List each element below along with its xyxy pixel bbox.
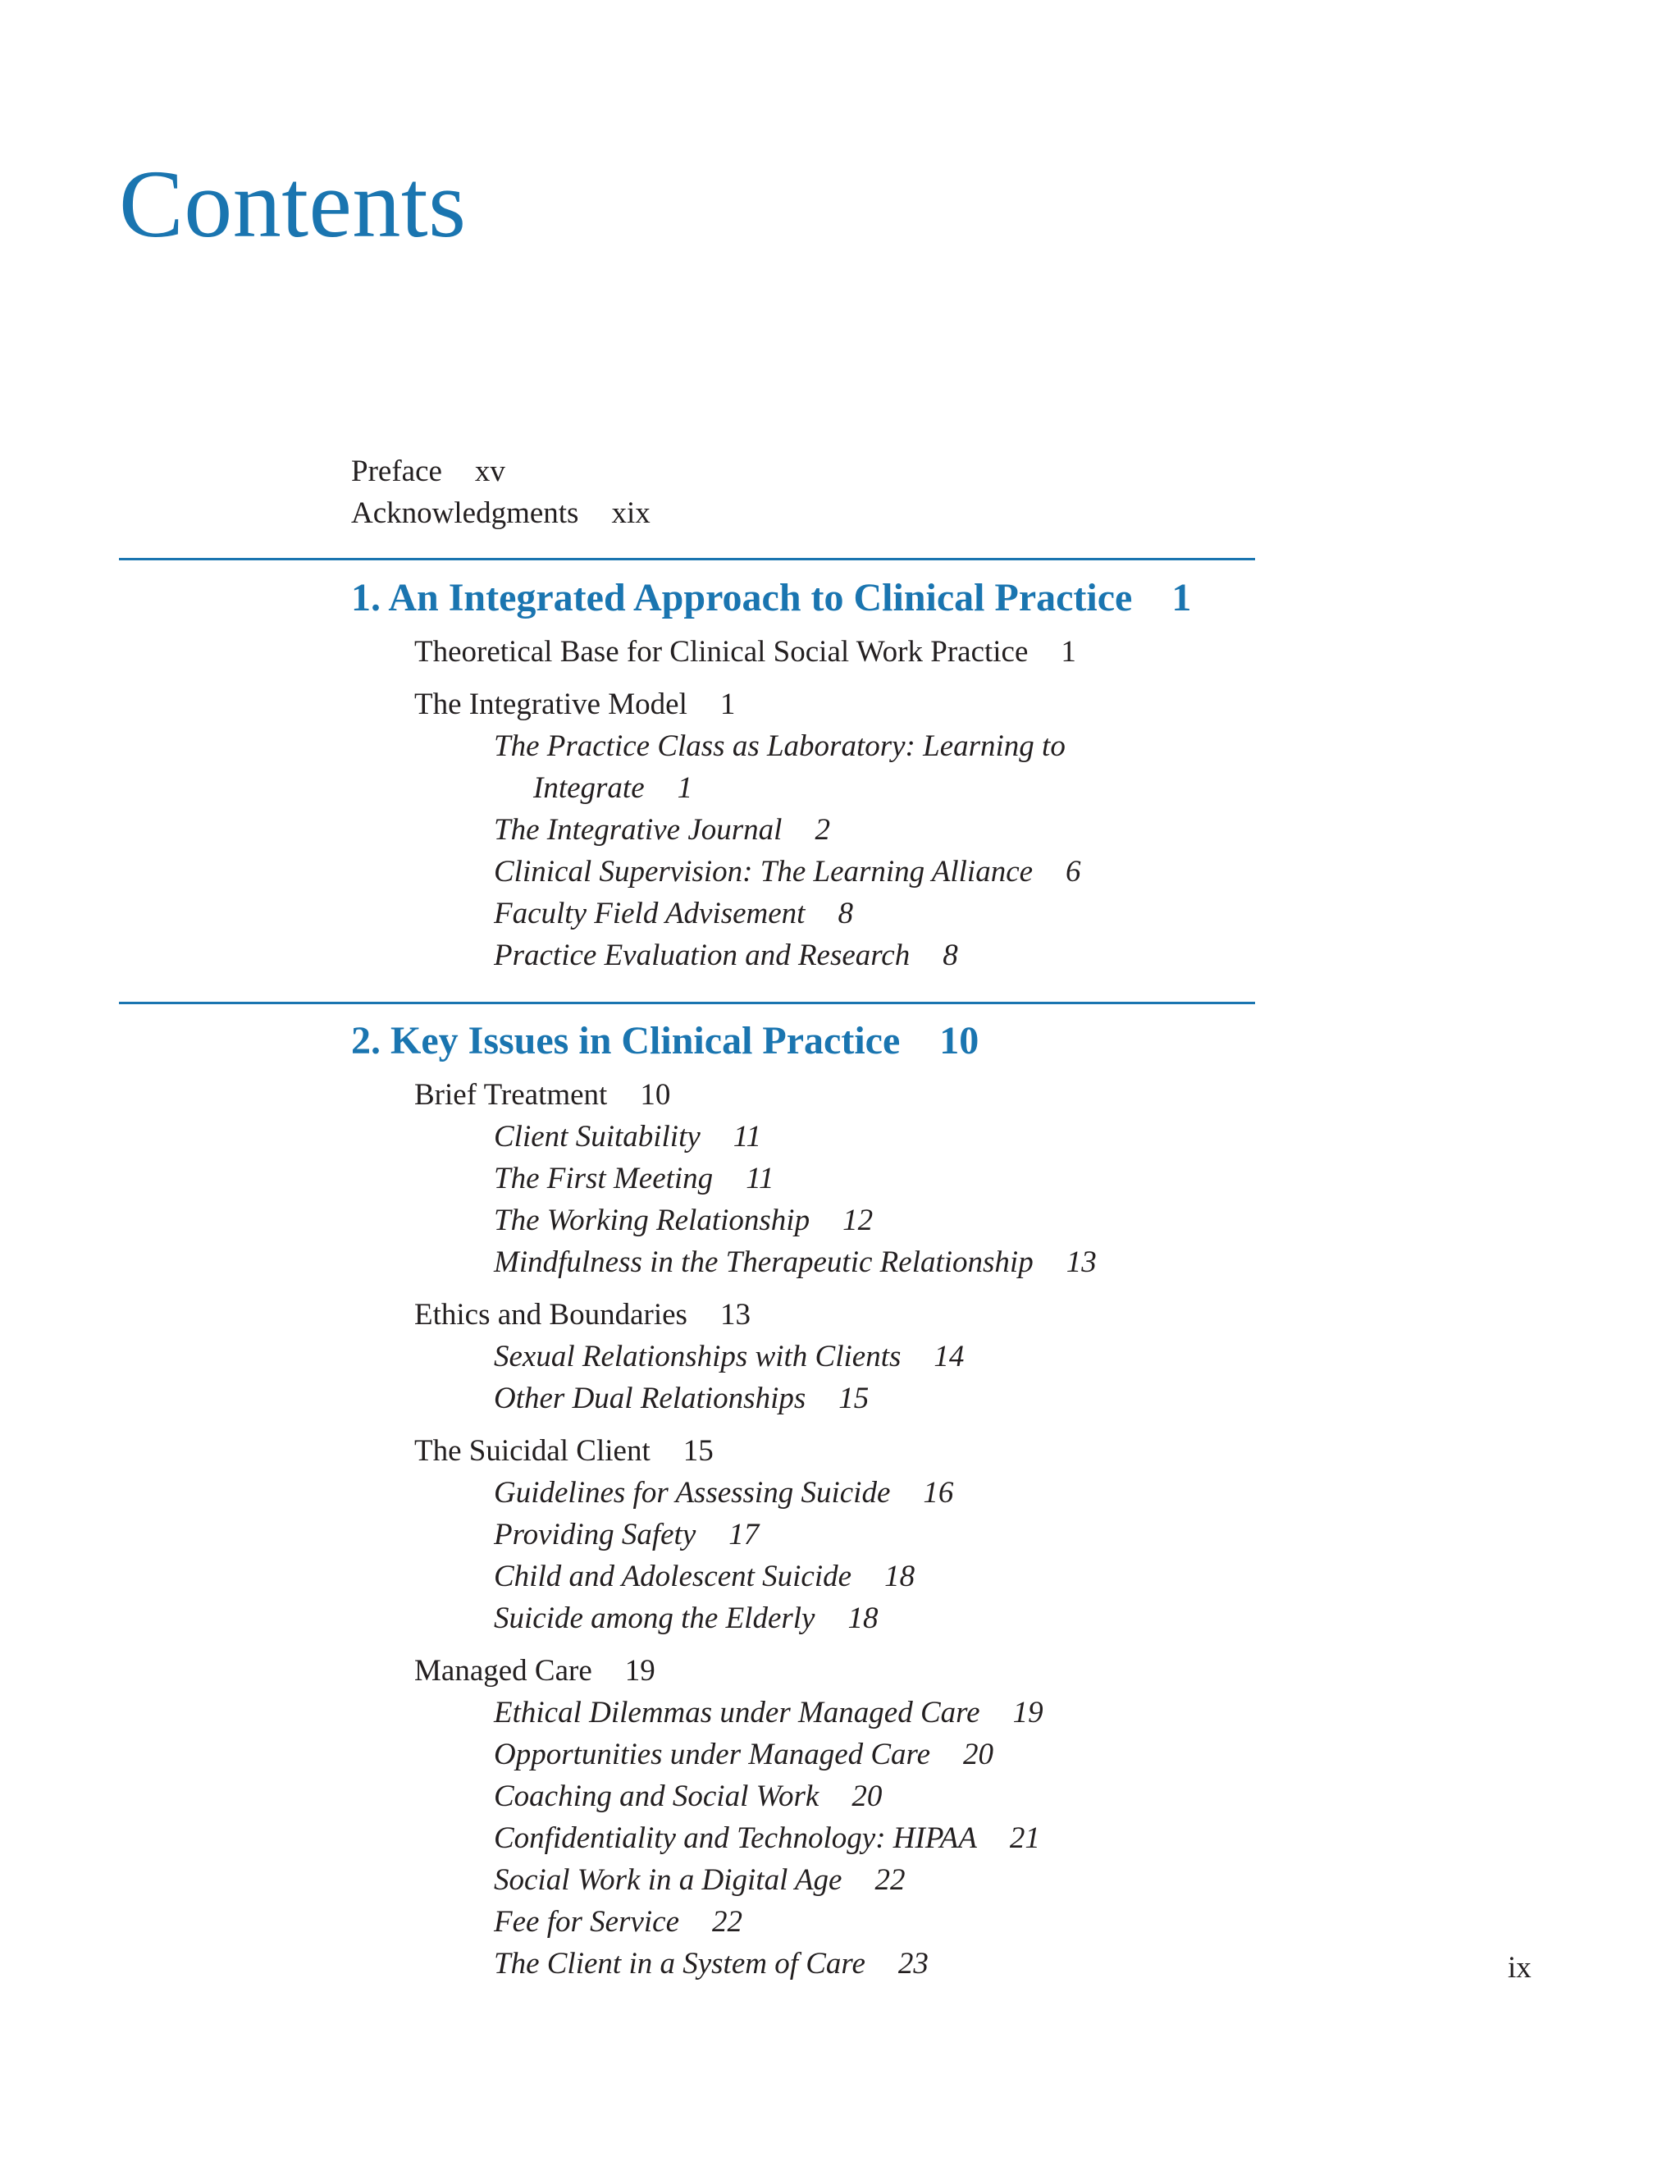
toc-subsection[interactable] [494, 857, 1081, 887]
toc-page-number: 11 [746, 1162, 774, 1195]
toc-page-number: 17 [728, 1518, 760, 1551]
chapter-title: 2. Key Issues in Clinical Practice [351, 1019, 901, 1062]
chapter-divider [119, 558, 1255, 560]
toc-page-number: 21 [1009, 1821, 1040, 1855]
toc-subsection[interactable] [494, 1163, 774, 1194]
toc-entry-label: Sexual Relationships with Clients [494, 1340, 902, 1373]
toc-page-number: 11 [733, 1120, 762, 1154]
toc-subsection[interactable] [494, 1247, 1097, 1277]
toc-entry-label: The First Meeting [494, 1162, 714, 1195]
toc-entry-label: Guidelines for Assessing Suicide [494, 1476, 891, 1510]
toc-page-number: 10 [939, 1019, 979, 1062]
toc-entry-label: Acknowledgments [351, 496, 579, 530]
toc-entry-label: Integrate [533, 771, 645, 805]
toc-subsection[interactable] [494, 1603, 878, 1633]
toc-entry-label: Preface [351, 455, 442, 488]
toc-page-number: 20 [963, 1738, 994, 1771]
toc-entry-label: Fee for Service [494, 1905, 679, 1939]
toc-subsection[interactable] [494, 1907, 742, 1937]
toc-entry-label: Practice Evaluation and Research [494, 939, 911, 972]
toc-entry-label: Social Work in a Digital Age [494, 1863, 842, 1897]
toc-entry-label: The Practice Class as Laboratory: Learning to [494, 729, 1066, 763]
toc-page-number: 10 [640, 1078, 671, 1112]
toc-entry-label: Clinical Supervision: The Learning Alliance [494, 855, 1034, 889]
toc-page-number: 13 [1066, 1245, 1097, 1279]
toc-entry-acknowledgments[interactable] [351, 498, 651, 528]
toc-subsection[interactable] [494, 1383, 869, 1414]
toc-subsection[interactable] [494, 731, 1066, 761]
toc-page-number: 1 [677, 771, 693, 805]
toc-subsection[interactable] [494, 815, 830, 845]
toc-section[interactable] [414, 1300, 751, 1330]
toc-subsection[interactable] [494, 1478, 953, 1508]
toc-page-number: xv [474, 455, 505, 488]
toc-page-number: 19 [1012, 1696, 1043, 1729]
toc-entry-label: Theoretical Base for Clinical Social Work Practice [414, 635, 1029, 669]
toc-subsection[interactable] [494, 898, 853, 929]
toc-entry-preface[interactable] [351, 456, 505, 487]
toc-section[interactable] [414, 637, 1076, 667]
toc-page-number: 13 [719, 1298, 751, 1332]
toc-subsection[interactable] [494, 1122, 761, 1152]
toc-entry-label: Confidentiality and Technology: HIPAA [494, 1821, 977, 1855]
toc-subsection[interactable] [494, 940, 958, 971]
toc-page-number: 1 [719, 688, 736, 721]
toc-entry-label: The Working Relationship [494, 1204, 810, 1237]
toc-page-number: 2 [815, 813, 830, 847]
toc-page-number: 14 [934, 1340, 965, 1373]
toc-page-number: 22 [712, 1905, 742, 1939]
toc-page-number: 6 [1066, 855, 1081, 889]
toc-subsection[interactable] [494, 1697, 1043, 1728]
toc-subsection[interactable] [494, 1519, 759, 1550]
toc-entry-label: The Client in a System of Care [494, 1947, 865, 1981]
toc-page-number: 15 [682, 1434, 714, 1468]
toc-page-number: 18 [847, 1601, 879, 1635]
toc-page-number: 8 [943, 939, 958, 972]
toc-entry-label: The Suicidal Client [414, 1434, 651, 1468]
toc-entry-label: Opportunities under Managed Care [494, 1738, 931, 1771]
toc-entry-label: Client Suitability [494, 1120, 701, 1154]
toc-entry-label: Coaching and Social Work [494, 1780, 819, 1813]
toc-entry-label: Child and Adolescent Suicide [494, 1560, 852, 1593]
toc-page-number: 12 [842, 1204, 874, 1237]
toc-page-number: 16 [923, 1476, 954, 1510]
toc-page-number: 8 [838, 897, 853, 930]
toc-page-number: 1 [1061, 635, 1076, 669]
toc-chapter-1[interactable] [351, 578, 1191, 618]
toc-subsection[interactable] [494, 1865, 905, 1895]
toc-page-number: 20 [851, 1780, 883, 1813]
toc-entry-label: Faculty Field Advisement [494, 897, 806, 930]
toc-entry-label: Brief Treatment [414, 1078, 608, 1112]
chapter-title: 1. An Integrated Approach to Clinical Practice [351, 576, 1133, 619]
toc-entry-label: Ethics and Boundaries [414, 1298, 687, 1332]
toc-entry-label: Other Dual Relationships [494, 1382, 806, 1415]
toc-subsection[interactable] [494, 1739, 993, 1770]
toc-entry-label: The Integrative Model [414, 688, 687, 721]
toc-chapter-2[interactable] [351, 1021, 979, 1061]
toc-subsection-continuation[interactable] [533, 773, 692, 803]
toc-subsection[interactable] [494, 1823, 1040, 1853]
toc-section[interactable] [414, 1436, 714, 1466]
toc-page-number: xix [611, 496, 651, 530]
toc-entry-label: Providing Safety [494, 1518, 696, 1551]
toc-entry-label: The Integrative Journal [494, 813, 783, 847]
toc-page-number: 19 [624, 1654, 655, 1688]
toc-subsection[interactable] [494, 1781, 882, 1812]
page-title: Contents [119, 150, 467, 258]
toc-entry-label: Managed Care [414, 1654, 592, 1688]
toc-page-number: 1 [1171, 576, 1192, 619]
toc-page-number: 15 [838, 1382, 870, 1415]
toc-section[interactable] [414, 1080, 670, 1110]
chapter-divider [119, 1002, 1255, 1004]
toc-entry-label: Suicide among the Elderly [494, 1601, 815, 1635]
toc-subsection[interactable] [494, 1949, 929, 1979]
toc-entry-label: Mindfulness in the Therapeutic Relationship [494, 1245, 1034, 1279]
toc-section[interactable] [414, 1656, 655, 1686]
page-number: ix [1508, 1951, 1532, 1985]
toc-subsection[interactable] [494, 1341, 964, 1372]
toc-subsection[interactable] [494, 1205, 873, 1236]
toc-entry-label: Ethical Dilemmas under Managed Care [494, 1696, 980, 1729]
toc-page-number: 18 [884, 1560, 915, 1593]
toc-subsection[interactable] [494, 1561, 915, 1592]
toc-page-number: 22 [874, 1863, 906, 1897]
toc-section[interactable] [414, 689, 735, 720]
toc-page-number: 23 [897, 1947, 929, 1981]
